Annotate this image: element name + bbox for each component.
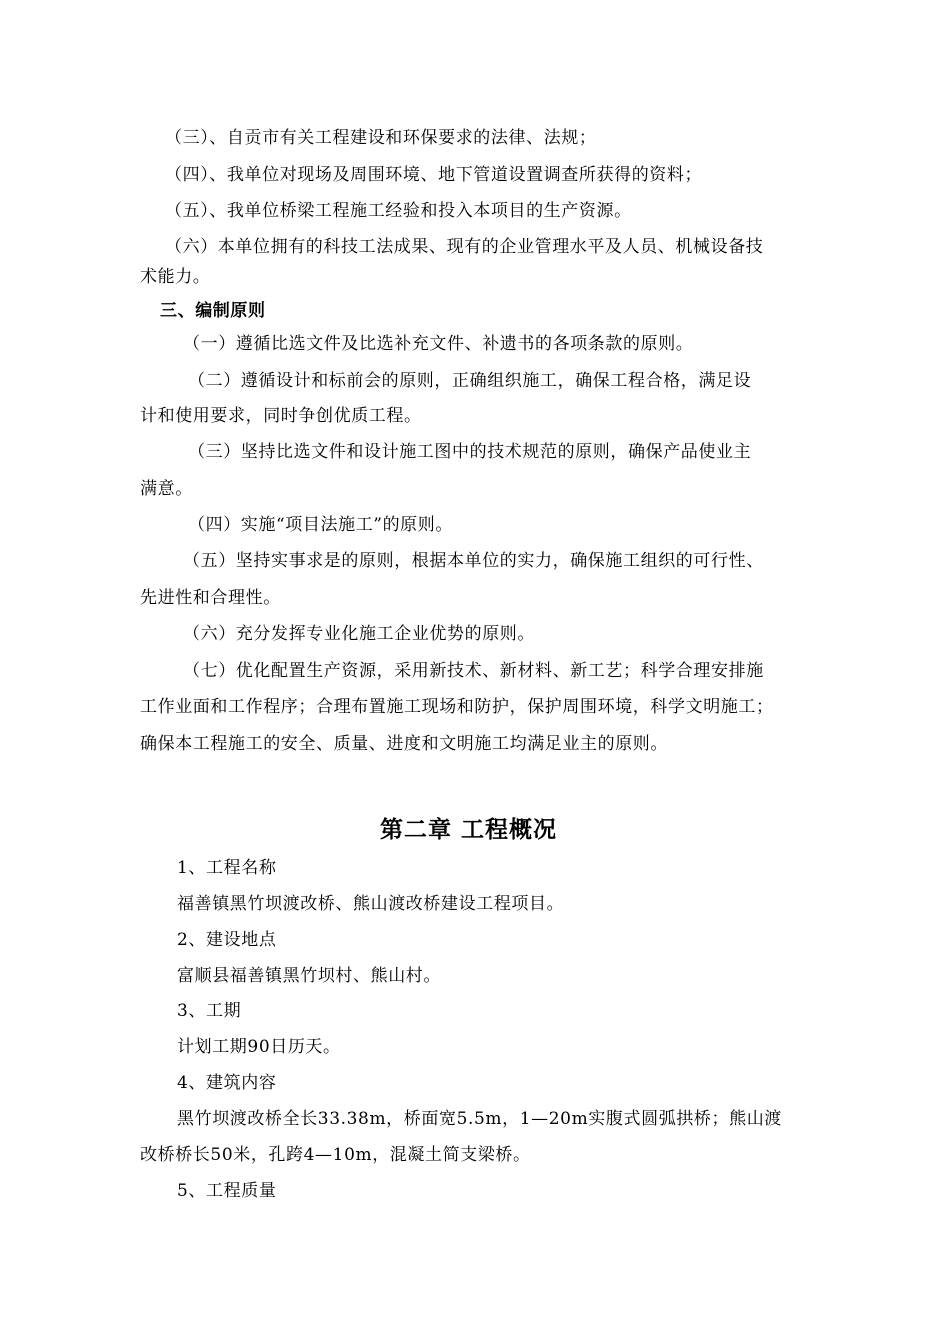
principle-5-line-1: （五）坚持实事求是的原则，根据本单位的实力，确保施工组织的可行性、 bbox=[183, 551, 764, 571]
principle-2-line-1: （二）遵循设计和标前会的原则，正确组织施工，确保工程合格，满足设 bbox=[188, 371, 752, 391]
section-2-title: 2、建设地点 bbox=[177, 930, 277, 950]
principle-7-line-3: 确保本工程施工的安全、质量、进度和文明施工均满足业主的原则。 bbox=[140, 734, 668, 754]
principle-7-line-2: 工作业面和工作程序；合理布置施工现场和防护，保护周围环境，科学文明施工； bbox=[140, 697, 774, 717]
section-5-title: 5、工程质量 bbox=[177, 1181, 277, 1201]
section-4-title: 4、建筑内容 bbox=[177, 1073, 277, 1093]
principle-7-line-1: （七）优化配置生产资源，采用新技术、新材料、新工艺；科学合理安排施 bbox=[183, 661, 764, 681]
basis-item-5: （五）、我单位桥梁工程施工经验和投入本项目的生产资源。 bbox=[165, 201, 632, 221]
section-2-body: 富顺县福善镇黑竹坝村、熊山村。 bbox=[177, 966, 441, 986]
principle-2-line-2: 计和使用要求，同时争创优质工程。 bbox=[140, 406, 422, 426]
section-4-body-line-1: 黑竹坝渡改桥全长33.38m，桥面宽5.5m，1—20m实腹式圆弧拱桥；熊山渡 bbox=[177, 1109, 782, 1129]
principle-5-line-2: 先进性和合理性。 bbox=[140, 588, 281, 608]
section-3-title: 3、工期 bbox=[177, 1001, 242, 1021]
section-title-principles: 三、编制原则 bbox=[160, 301, 266, 321]
principle-3-line-1: （三）坚持比选文件和设计施工图中的技术规范的原则，确保产品使业主 bbox=[188, 442, 752, 462]
section-1-title: 1、工程名称 bbox=[177, 858, 277, 878]
basis-item-4: （四）、我单位对现场及周围环境、地下管道设置调查所获得的资料； bbox=[165, 165, 703, 185]
section-1-body: 福善镇黑竹坝渡改桥、熊山渡改桥建设工程项目。 bbox=[177, 894, 565, 914]
basis-item-6-line-2: 术能力。 bbox=[140, 267, 211, 287]
principle-3-line-2: 满意。 bbox=[140, 479, 193, 499]
principle-4: （四）实施“项目法施工”的原则。 bbox=[188, 515, 453, 535]
section-3-body: 计划工期90日历天。 bbox=[177, 1037, 341, 1057]
basis-item-3: （三）、自贡市有关工程建设和环保要求的法律、法规； bbox=[165, 128, 597, 148]
principle-6: （六）充分发挥专业化施工企业优势的原则。 bbox=[183, 624, 535, 644]
principle-1: （一）遵循比选文件及比选补充文件、补遗书的各项条款的原则。 bbox=[183, 334, 694, 354]
chapter-title: 第二章 工程概况 bbox=[380, 817, 558, 843]
basis-item-6-line-1: （六）本单位拥有的科技工法成果、现有的企业管理水平及人员、机械设备技 bbox=[165, 237, 764, 257]
section-4-body-line-2: 改桥桥长50米，孔跨4—10m，混凝土简支梁桥。 bbox=[140, 1145, 531, 1165]
